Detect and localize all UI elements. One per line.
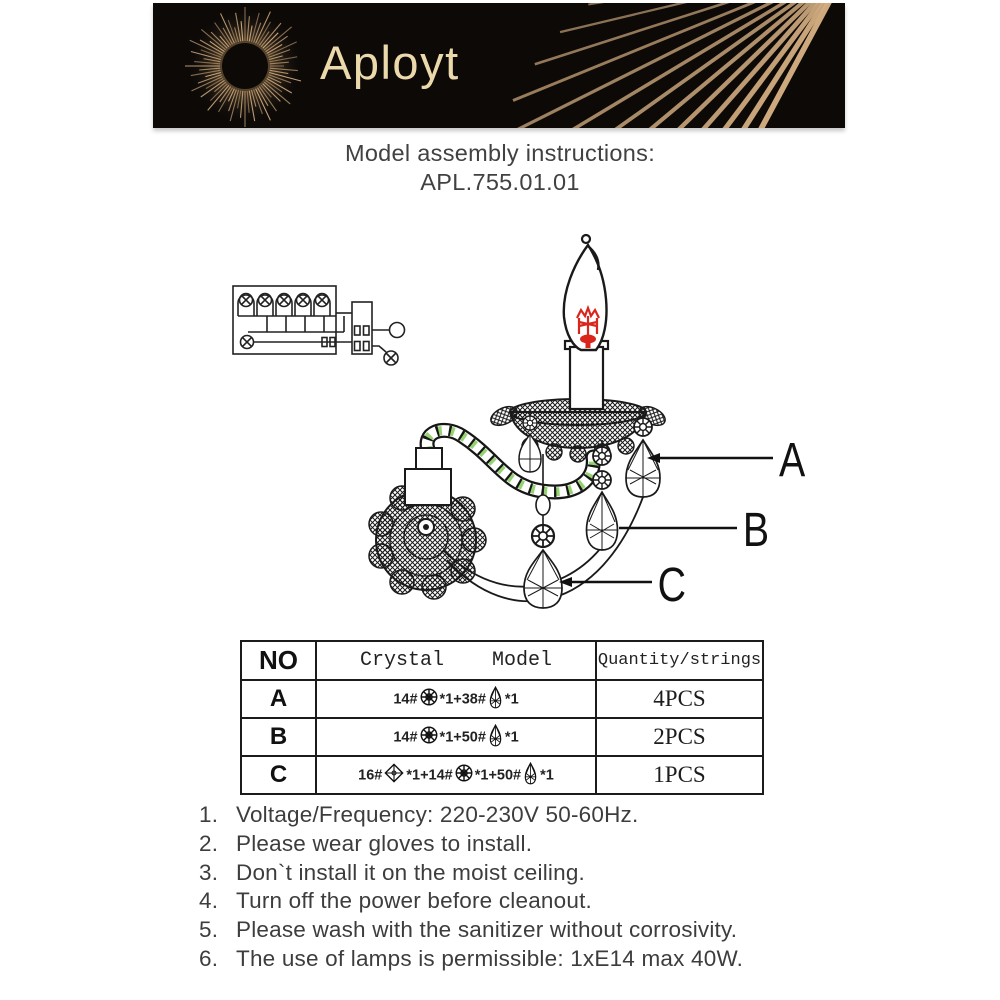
teardrop-crystal-icon: [523, 762, 538, 789]
row-crystal-formula: [316, 718, 596, 756]
callout-c-label: C: [657, 558, 687, 612]
decorative-rays: [415, 3, 845, 128]
item-number: 6.: [199, 945, 219, 971]
item-text: Please wash with the sanitizer without corrosivity.: [236, 917, 738, 943]
crystal-token-text: 16#: [358, 767, 383, 783]
row-crystal-formula: [316, 680, 596, 718]
brand-banner: [153, 3, 845, 128]
crystal-table: [240, 640, 764, 795]
crystal-token-text: *1: [504, 691, 519, 707]
callout-a-label: A: [779, 433, 806, 487]
list-item: [199, 859, 859, 888]
row-quantity: 1PCS: [596, 756, 763, 794]
crystal-token-text: *1: [540, 767, 554, 783]
col-header-no: NO: [241, 641, 316, 680]
candle-bulb: [564, 235, 607, 350]
table-row: [241, 680, 763, 718]
row-no: C: [241, 756, 316, 794]
sconce-drawing: [369, 235, 668, 608]
crystal-token-text: *1+50#: [439, 729, 486, 745]
list-item: [199, 801, 859, 830]
assembly-diagram: [225, 228, 815, 640]
col-header-crystal-model: Crystal Model: [316, 641, 596, 680]
item-text: The use of lamps is permissible: 1xE14 max 40W.: [236, 945, 744, 971]
col-header-quantity: Quantity/strings: [596, 641, 763, 680]
teardrop-crystal-icon: [488, 686, 503, 713]
crystal-token-text: *1+38#: [439, 691, 486, 707]
crystal-token-text: *1: [504, 729, 519, 745]
item-number: 2.: [199, 830, 219, 856]
octagon-bead-icon: [455, 764, 473, 786]
row-crystal-formula: [316, 756, 596, 794]
item-number: 3.: [199, 859, 219, 885]
item-text: Don`t install it on the moist ceiling.: [236, 859, 586, 885]
list-item: [199, 916, 859, 945]
wiring-schematic-icon: [233, 286, 405, 365]
sunburst-logo-icon: [179, 3, 311, 128]
table-header-row: [241, 641, 763, 680]
callout-b-label: B: [742, 503, 770, 557]
model-number: APL.755.01.01: [420, 169, 580, 195]
list-item: [199, 887, 859, 916]
title-line1: Model assembly instructions:: [344, 140, 656, 166]
row-quantity: 4PCS: [596, 680, 763, 718]
diamond-crystal-icon: [384, 763, 404, 787]
item-text: Please wear gloves to install.: [236, 830, 533, 856]
row-quantity: 2PCS: [596, 718, 763, 756]
brand-logo-text: Aployt: [320, 36, 460, 89]
crystal-token-text: 14#: [393, 729, 418, 745]
table-row: [241, 756, 763, 794]
page-title: [0, 139, 1000, 197]
octagon-bead-icon: [420, 688, 438, 710]
crystal-token-text: *1+14#: [406, 767, 453, 783]
list-item: [199, 945, 859, 974]
table-row: [241, 718, 763, 756]
crystal-token-text: 14#: [393, 691, 418, 707]
row-no: B: [241, 718, 316, 756]
teardrop-crystal-icon: [488, 724, 503, 751]
crystal-token-text: *1+50#: [474, 767, 522, 783]
item-text: Turn off the power before cleanout.: [236, 888, 592, 914]
item-number: 5.: [199, 917, 219, 943]
item-number: 1.: [199, 802, 219, 827]
item-number: 4.: [199, 888, 219, 914]
list-item: [199, 830, 859, 859]
item-text: Voltage/Frequency: 220-230V 50-60Hz.: [236, 802, 639, 827]
octagon-bead-icon: [420, 726, 438, 748]
instruction-list: [199, 801, 859, 974]
row-no: A: [241, 680, 316, 718]
